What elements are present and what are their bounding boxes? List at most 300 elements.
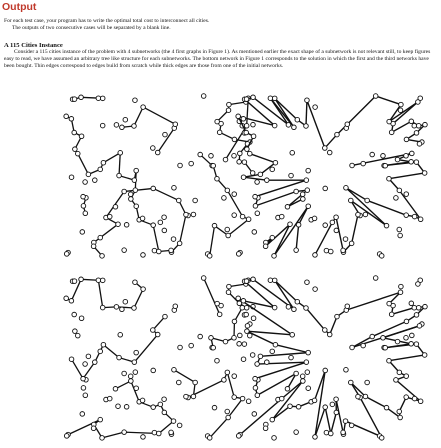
city-node — [91, 426, 96, 431]
city-node — [133, 188, 138, 193]
city-node — [122, 371, 127, 376]
city-node — [152, 248, 157, 253]
city-node — [379, 254, 384, 259]
city-node — [132, 124, 137, 129]
city-node — [155, 150, 160, 155]
city-node — [323, 328, 328, 333]
city-node — [361, 343, 366, 348]
city-node — [313, 253, 318, 258]
city-node — [232, 137, 237, 142]
network-edge — [399, 190, 420, 219]
city-node — [162, 215, 167, 220]
city-node — [387, 119, 392, 124]
city-node — [323, 368, 328, 373]
city-node — [397, 188, 402, 193]
city-node — [211, 345, 216, 350]
city-node — [387, 176, 392, 181]
city-node — [98, 417, 103, 422]
city-node — [328, 431, 333, 436]
city-node — [141, 435, 146, 440]
city-node — [193, 198, 198, 203]
city-node — [72, 130, 77, 135]
city-node — [387, 301, 392, 306]
city-node — [251, 316, 256, 321]
city-node — [123, 117, 128, 122]
city-node — [404, 192, 409, 197]
city-node — [313, 105, 318, 110]
city-node — [279, 214, 284, 219]
city-node — [253, 204, 258, 209]
city-node — [272, 305, 277, 310]
city-node — [251, 134, 256, 139]
city-node — [207, 436, 212, 441]
city-node — [120, 125, 125, 130]
city-node — [323, 223, 328, 228]
city-node — [225, 188, 230, 193]
network-edge — [260, 353, 308, 357]
city-node — [69, 117, 74, 122]
city-node — [212, 405, 217, 410]
network-edge — [255, 362, 306, 379]
city-node — [397, 227, 402, 232]
city-node — [226, 233, 231, 238]
city-node — [211, 163, 216, 168]
city-node — [113, 204, 118, 209]
city-node — [399, 284, 404, 289]
city-node — [250, 353, 255, 358]
city-node — [177, 241, 182, 246]
city-node — [294, 248, 299, 253]
city-node — [417, 324, 422, 329]
network-edge — [337, 96, 376, 135]
city-node — [247, 151, 252, 156]
paragraph-output-2: The outputs of two consecutive cases will be separated by a blank line. — [12, 25, 171, 31]
city-node — [253, 376, 258, 381]
city-node — [158, 220, 163, 225]
city-node — [73, 329, 78, 334]
city-node — [343, 419, 348, 424]
city-node — [416, 305, 421, 310]
city-node — [171, 419, 176, 424]
network-edge — [210, 418, 228, 438]
city-node — [69, 299, 74, 304]
city-node — [412, 305, 417, 310]
network-edge — [180, 215, 186, 244]
city-node — [212, 223, 217, 228]
city-node — [128, 374, 133, 379]
city-node — [91, 244, 96, 249]
city-node — [306, 386, 311, 391]
city-node — [285, 386, 290, 391]
city-node — [151, 368, 156, 373]
city-node — [389, 130, 394, 135]
city-node — [176, 380, 181, 385]
network-edge — [330, 317, 337, 335]
city-node — [86, 172, 91, 177]
city-node — [270, 167, 275, 172]
city-node — [173, 304, 178, 309]
city-node — [133, 280, 138, 285]
city-node — [295, 299, 300, 304]
city-node — [81, 386, 86, 391]
city-node — [215, 176, 220, 181]
city-node — [244, 123, 249, 128]
city-node — [134, 350, 139, 355]
city-node — [373, 94, 378, 99]
network-edge — [352, 215, 358, 244]
city-node — [418, 399, 423, 404]
city-node — [232, 213, 237, 218]
city-node — [344, 185, 349, 190]
network-edge — [228, 219, 248, 235]
network-edge — [274, 206, 308, 256]
city-node — [201, 276, 206, 281]
city-node — [244, 312, 249, 317]
city-node — [140, 216, 145, 221]
city-node — [414, 342, 419, 347]
city-node — [114, 123, 119, 128]
city-node — [151, 405, 156, 410]
network-edge — [266, 224, 290, 246]
city-node — [232, 395, 237, 400]
city-node — [409, 301, 414, 306]
paragraph-output-1: For each test case, your program has to write the optimal total cost to interconnect all cities. — [4, 18, 210, 24]
network-edge — [244, 177, 267, 180]
city-node — [237, 160, 242, 165]
city-node — [100, 305, 105, 310]
city-node — [414, 313, 419, 318]
city-node — [306, 204, 311, 209]
city-node — [323, 186, 328, 191]
city-node — [241, 299, 246, 304]
city-node — [255, 393, 260, 398]
city-node — [98, 349, 103, 354]
city-node — [80, 412, 85, 417]
city-node — [398, 108, 403, 113]
network-edge — [124, 188, 153, 191]
city-node — [330, 402, 335, 407]
network-edge — [119, 153, 120, 176]
city-node — [335, 314, 340, 319]
city-node — [245, 147, 250, 152]
city-node — [279, 396, 284, 401]
city-node — [134, 168, 139, 173]
city-node — [141, 105, 146, 110]
city-node — [232, 153, 237, 158]
city-node — [83, 180, 88, 185]
city-node — [222, 378, 227, 383]
network-panel-subnetwork-1 — [64, 94, 255, 258]
city-node — [323, 405, 328, 410]
city-node — [253, 194, 258, 199]
city-node — [324, 248, 329, 253]
city-node — [312, 216, 317, 221]
city-node — [305, 370, 310, 375]
city-node — [163, 132, 168, 137]
city-node — [92, 360, 97, 365]
city-node — [72, 312, 77, 317]
city-node — [412, 396, 417, 401]
city-node — [330, 220, 335, 225]
city-node — [232, 319, 237, 324]
city-node — [151, 328, 156, 333]
network-edge — [376, 96, 401, 105]
city-node — [151, 146, 156, 151]
network-edge — [372, 321, 406, 336]
city-node — [162, 397, 167, 402]
city-node — [98, 167, 103, 172]
city-node — [255, 211, 260, 216]
city-node — [83, 362, 88, 367]
city-node — [128, 192, 133, 197]
network-edge — [102, 432, 124, 438]
city-node — [251, 95, 256, 100]
city-node — [81, 376, 86, 381]
city-node — [241, 175, 246, 180]
city-node — [122, 248, 127, 253]
city-node — [414, 131, 419, 136]
city-node — [313, 287, 318, 292]
city-node — [312, 398, 317, 403]
city-node — [272, 254, 277, 259]
network-edge — [103, 153, 120, 163]
city-node — [285, 204, 290, 209]
city-node — [225, 370, 230, 375]
city-node — [72, 279, 77, 284]
city-node — [101, 160, 106, 165]
city-node — [117, 173, 122, 178]
city-node — [209, 154, 214, 159]
city-node — [258, 172, 263, 177]
city-node — [412, 123, 417, 128]
city-node — [177, 423, 182, 428]
city-node — [236, 434, 241, 439]
city-node — [363, 212, 368, 217]
city-node — [341, 248, 346, 253]
city-node — [296, 405, 301, 410]
city-node — [356, 394, 361, 399]
city-node — [250, 171, 255, 176]
city-node — [290, 332, 295, 337]
city-node — [141, 287, 146, 292]
network-edges — [238, 96, 425, 256]
city-node — [423, 122, 428, 127]
city-node — [124, 223, 129, 228]
city-node — [306, 168, 311, 173]
network-edge — [393, 102, 418, 124]
city-node — [272, 96, 277, 101]
city-node — [244, 279, 249, 284]
city-node — [236, 296, 241, 301]
city-node — [246, 217, 251, 222]
city-node — [304, 124, 309, 129]
city-node — [79, 316, 84, 321]
city-node — [344, 367, 349, 372]
city-node — [226, 290, 231, 295]
city-node — [162, 410, 167, 415]
city-node — [69, 357, 74, 362]
city-node — [324, 430, 329, 435]
city-node — [301, 197, 306, 202]
city-node — [245, 329, 250, 334]
city-node — [416, 123, 421, 128]
network-edge — [143, 107, 175, 124]
network-panel-subnetwork-3 — [64, 276, 255, 440]
city-node — [410, 151, 415, 156]
subsection-title: A 115 Cities Instance — [4, 42, 63, 49]
city-node — [80, 230, 85, 235]
network-edge — [275, 345, 308, 353]
network-edges — [66, 97, 252, 256]
city-node — [151, 186, 156, 191]
city-node — [289, 355, 294, 360]
city-node — [117, 355, 122, 360]
city-node — [201, 94, 206, 99]
city-node — [215, 358, 220, 363]
city-node — [156, 249, 161, 254]
city-node — [184, 394, 189, 399]
city-node — [313, 435, 318, 440]
network-edge — [78, 154, 89, 175]
city-node — [300, 374, 305, 379]
network-edge — [210, 226, 215, 256]
city-node — [155, 332, 160, 337]
city-node — [304, 178, 309, 183]
network-edge — [255, 180, 306, 197]
city-node — [422, 171, 427, 176]
city-node — [83, 393, 88, 398]
city-node — [178, 345, 183, 350]
city-node — [73, 147, 78, 152]
city-node — [81, 194, 86, 199]
city-node — [272, 278, 277, 283]
city-node — [381, 336, 386, 341]
city-node — [416, 100, 421, 105]
city-node — [395, 157, 400, 162]
city-node — [132, 306, 137, 311]
city-node — [409, 160, 414, 165]
city-node — [327, 332, 332, 337]
city-node — [384, 223, 389, 228]
city-node — [173, 122, 178, 127]
city-node — [246, 399, 251, 404]
city-node — [263, 244, 268, 249]
city-node — [255, 180, 260, 185]
city-node — [404, 137, 409, 142]
city-node — [300, 192, 305, 197]
city-node — [151, 223, 156, 228]
city-node — [129, 197, 134, 202]
network-edge — [331, 412, 337, 433]
city-node — [383, 345, 388, 350]
city-node — [132, 360, 137, 365]
city-node — [397, 409, 402, 414]
city-node — [198, 334, 203, 339]
city-node — [107, 396, 112, 401]
city-node — [306, 350, 311, 355]
network-edge — [103, 345, 119, 358]
city-node — [223, 157, 228, 162]
city-node — [389, 312, 394, 317]
city-node — [92, 178, 97, 183]
city-node — [207, 254, 212, 259]
city-node — [412, 214, 417, 219]
city-node — [83, 211, 88, 216]
city-node — [363, 394, 368, 399]
city-node — [162, 228, 167, 233]
city-node — [244, 97, 249, 102]
city-node — [379, 436, 384, 441]
subsection-body: Consider a 115 cities instance of the problem with 4 subnetworks (the 4 first graphs in Figure 1). As mentioned earlier the exact shape of a subnetwork is not relevant still, to keep figures easy to read, we have assumed an arbitrary tree like structure for each subnetworks. The bottom network in Figure 1 corresponds to the solution in which the first and the third networks have been bought. Thin edges correspond to edges build from scratch while thick edges are those from one of the initial networks. — [4, 49, 431, 69]
city-node — [341, 430, 346, 435]
city-node — [292, 125, 297, 130]
city-node — [156, 431, 161, 436]
city-node — [272, 436, 277, 441]
city-node — [418, 217, 423, 222]
city-node — [81, 204, 86, 209]
city-node — [365, 198, 370, 203]
city-node — [236, 252, 241, 257]
network-edge — [392, 308, 415, 315]
city-node — [290, 150, 295, 155]
city-node — [129, 379, 134, 384]
city-node — [381, 154, 386, 159]
network-edge — [94, 224, 118, 242]
city-node — [113, 386, 118, 391]
city-node — [404, 319, 409, 324]
city-node — [133, 370, 138, 375]
city-node — [217, 312, 222, 317]
city-node — [225, 409, 230, 414]
network-edge — [389, 173, 425, 179]
city-node — [172, 185, 177, 190]
city-node — [198, 152, 203, 157]
city-node — [79, 134, 84, 139]
city-node — [296, 223, 301, 228]
city-node — [394, 378, 399, 383]
city-node — [225, 227, 230, 232]
network-edge — [346, 188, 387, 226]
city-node — [222, 196, 227, 201]
city-node — [232, 374, 237, 379]
city-node — [270, 417, 275, 422]
city-node — [252, 230, 257, 235]
city-node — [247, 333, 252, 338]
network-edge — [336, 217, 343, 250]
city-node — [226, 108, 231, 113]
city-node — [301, 379, 306, 384]
city-node — [350, 345, 355, 350]
city-node — [72, 97, 77, 102]
city-node — [152, 430, 157, 435]
city-node — [237, 342, 242, 347]
city-node — [349, 423, 354, 428]
city-node — [132, 178, 137, 183]
city-node — [191, 212, 196, 217]
city-node — [169, 430, 174, 435]
network-edge — [204, 278, 220, 314]
city-node — [118, 332, 123, 337]
city-node — [398, 290, 403, 295]
city-node — [215, 301, 220, 306]
city-node — [345, 122, 350, 127]
city-node — [193, 380, 198, 385]
city-node — [124, 405, 129, 410]
city-node — [69, 175, 74, 180]
city-node — [404, 395, 409, 400]
city-node — [169, 248, 174, 253]
city-node — [158, 402, 163, 407]
